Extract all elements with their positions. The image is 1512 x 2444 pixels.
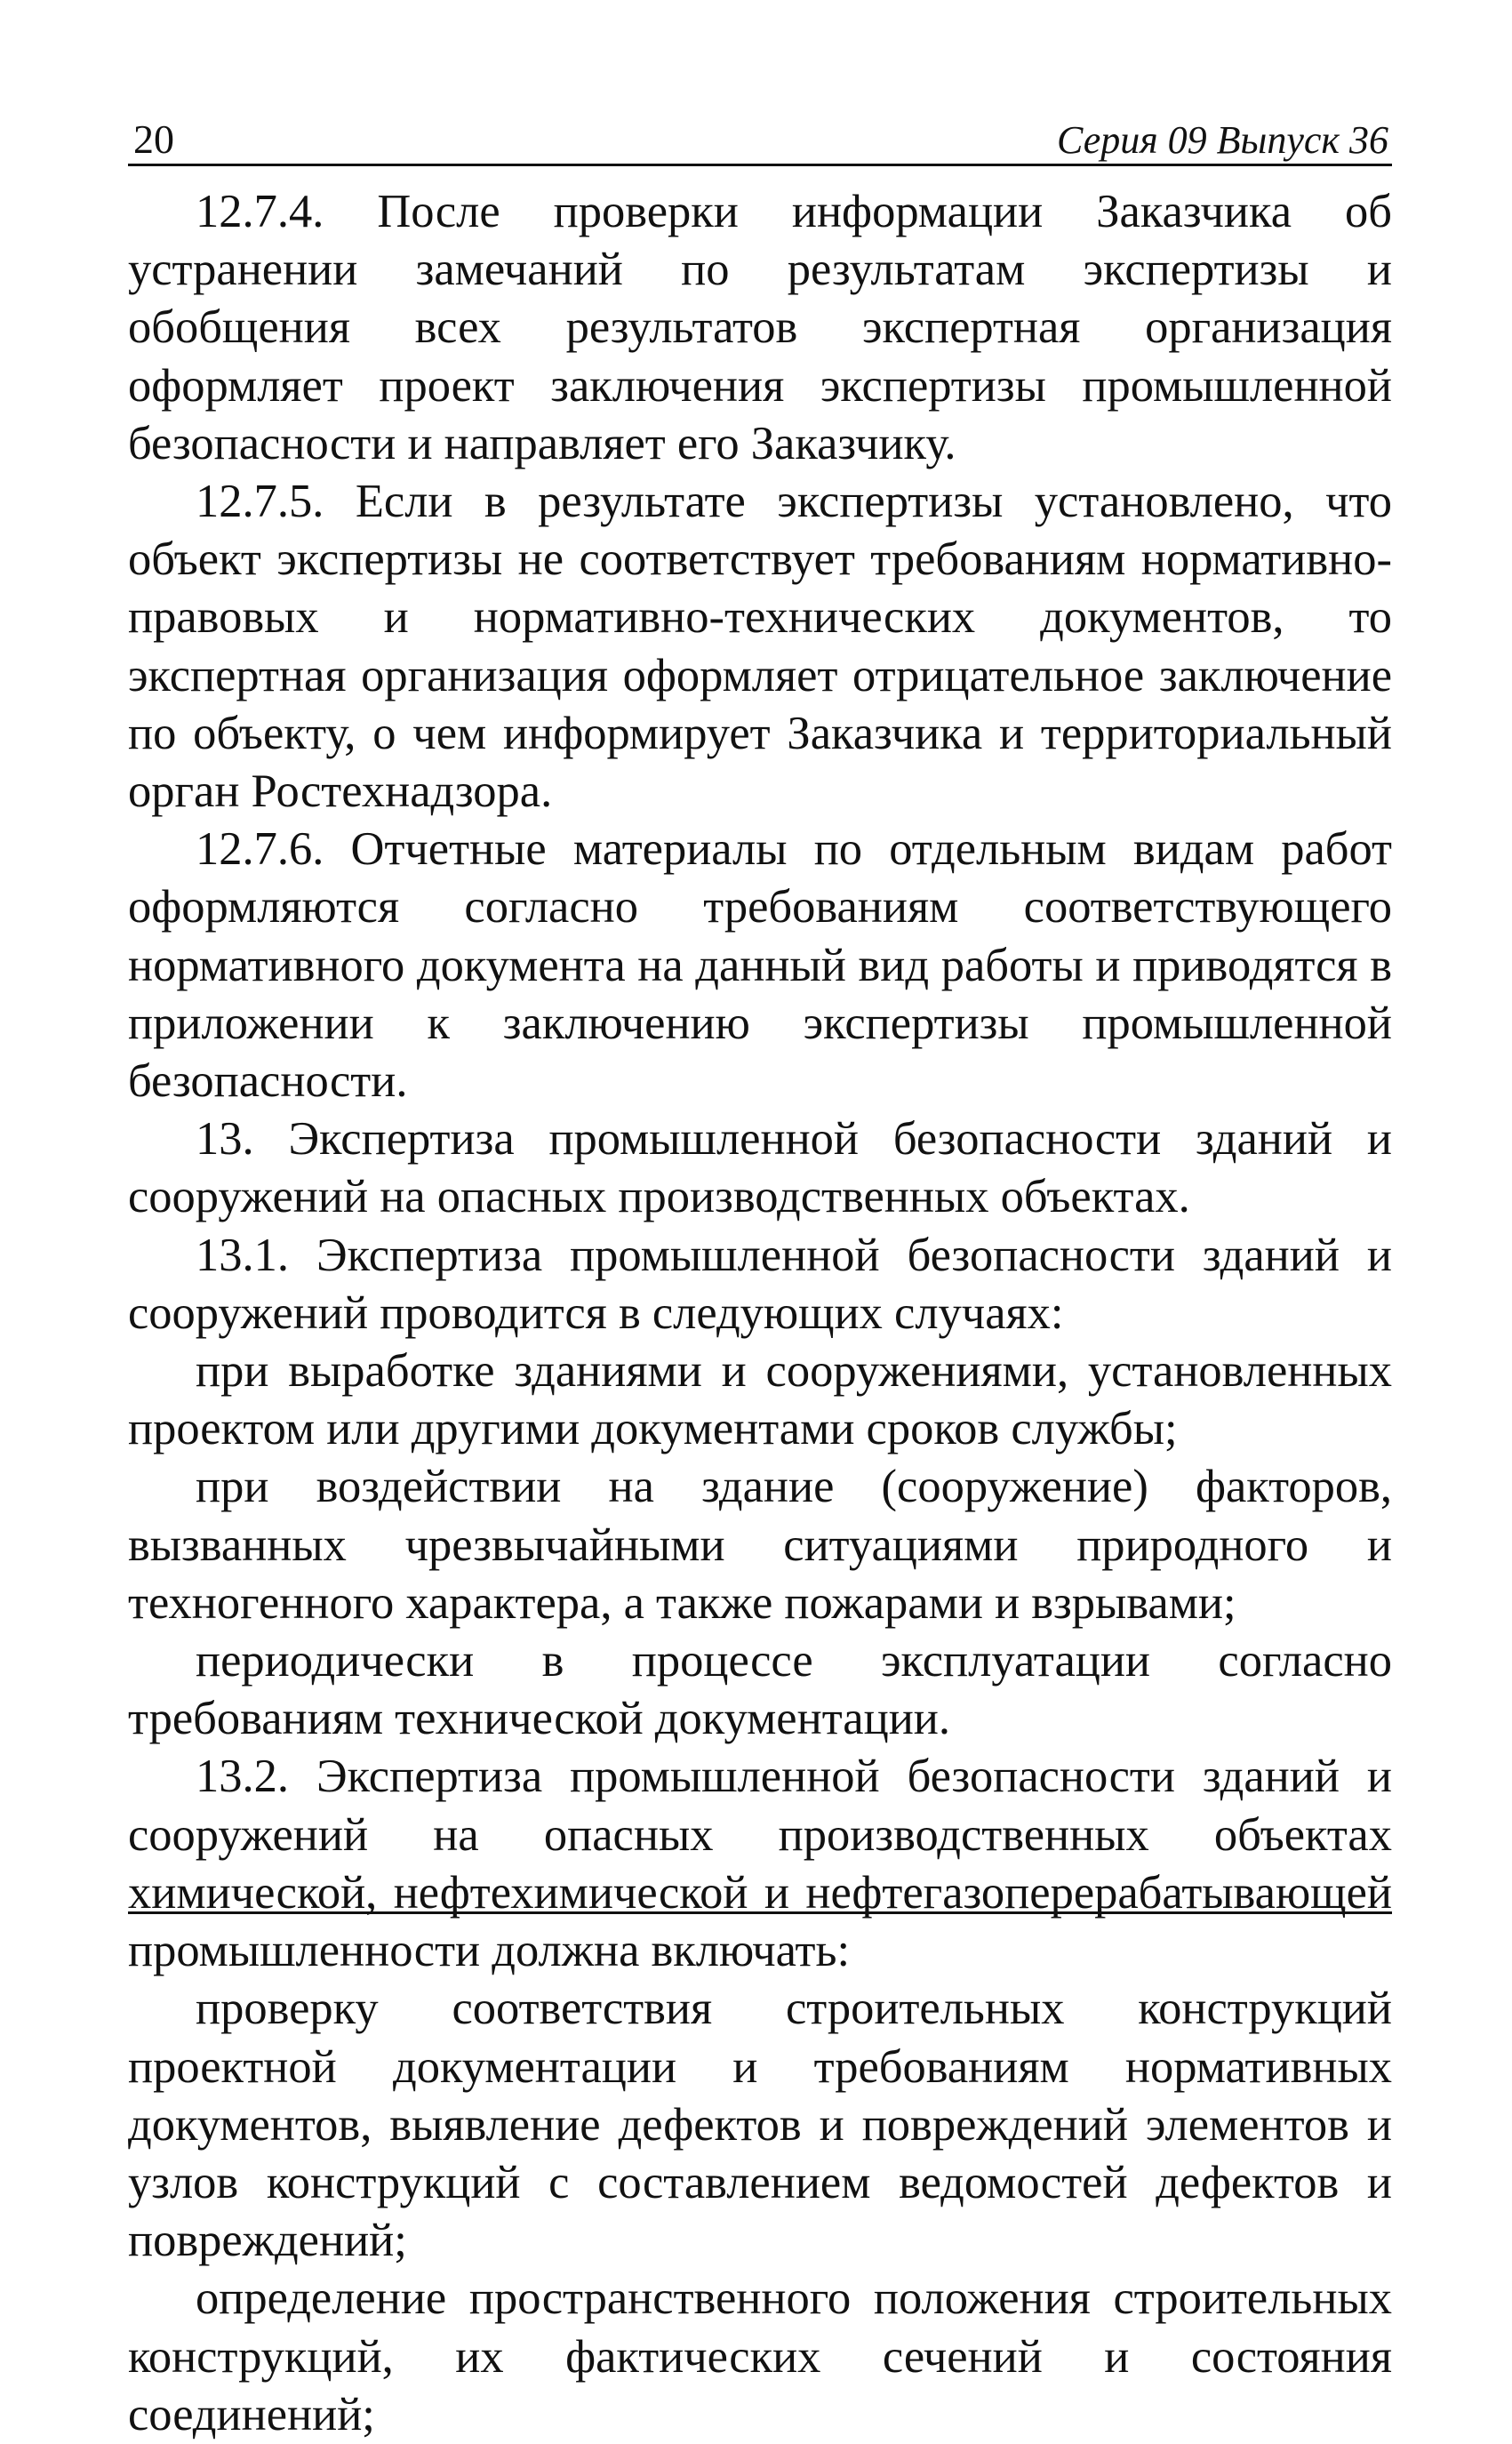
series-title: Серия 09 Выпуск 36 xyxy=(1057,118,1388,162)
paragraph-13-2: 13.2. Экспертиза промышленной безопасности зданий и сооружений на опасных производственных объектах химической, нефтехимической и нефтегазоперерабатывающей промышленности должна включать: xyxy=(128,1751,1392,1977)
list-item: при выработке зданиями и сооружениями, установленных проектом или другими документами сроков службы; xyxy=(128,1345,1392,1455)
footer-rule xyxy=(128,1911,1392,1914)
paragraph-12-7-6: 12.7.6. Отчетные материалы по отдельным видам работ оформляются согласно требованиям соответствующего нормативного документа на данный вид работы и приводятся в приложении к заключению экспертизы промышленной безопасности. xyxy=(128,823,1392,1108)
page-body xyxy=(128,183,1392,2444)
list-item: при воздействии на здание (сооружение) факторов, вызванных чрезвычайными ситуациями природного и техногенного характера, а также пожарами и взрывами; xyxy=(128,1461,1392,1629)
running-header xyxy=(128,110,1392,166)
list-item: периодически в процессе эксплуатации согласно требованиям технической документации. xyxy=(128,1635,1392,1745)
paragraph-12-7-5: 12.7.5. Если в результате экспертизы установлено, что объект экспертизы не соответствует требованиям нормативно-правовых и нормативно-технических документов, то экспертная организация оформляет отрицательное заключение по объекту, о чем информирует Заказчика и территориальный орган Ростехнадзора. xyxy=(128,476,1392,818)
list-item: определение пространственного положения строительных конструкций, их фактических сечений и состояния соединений; xyxy=(128,2272,1392,2440)
document-page xyxy=(128,0,1392,2440)
paragraph-13: 13. Экспертиза промышленной безопасности зданий и сооружений на опасных производственных объектах. xyxy=(128,1113,1392,1223)
paragraph-12-7-4: 12.7.4. После проверки информации Заказчика об устранении замечаний по результатам экспертизы и обобщения всех результатов экспертная организация оформляет проект заключения экспертизы промышленной безопасности и направляет его Заказчику. xyxy=(128,186,1392,469)
paragraph-13-1: 13.1. Экспертиза промышленной безопасности зданий и сооружений проводится в следующих случаях: xyxy=(128,1229,1392,1339)
page-number: 20 xyxy=(133,116,174,162)
list-item: проверку соответствия строительных конструкций проектной документации и требованиям нормативных документов, выявление дефектов и повреждений элементов и узлов конструкций с составлением ведомостей дефектов и повреждений; xyxy=(128,1983,1392,2267)
